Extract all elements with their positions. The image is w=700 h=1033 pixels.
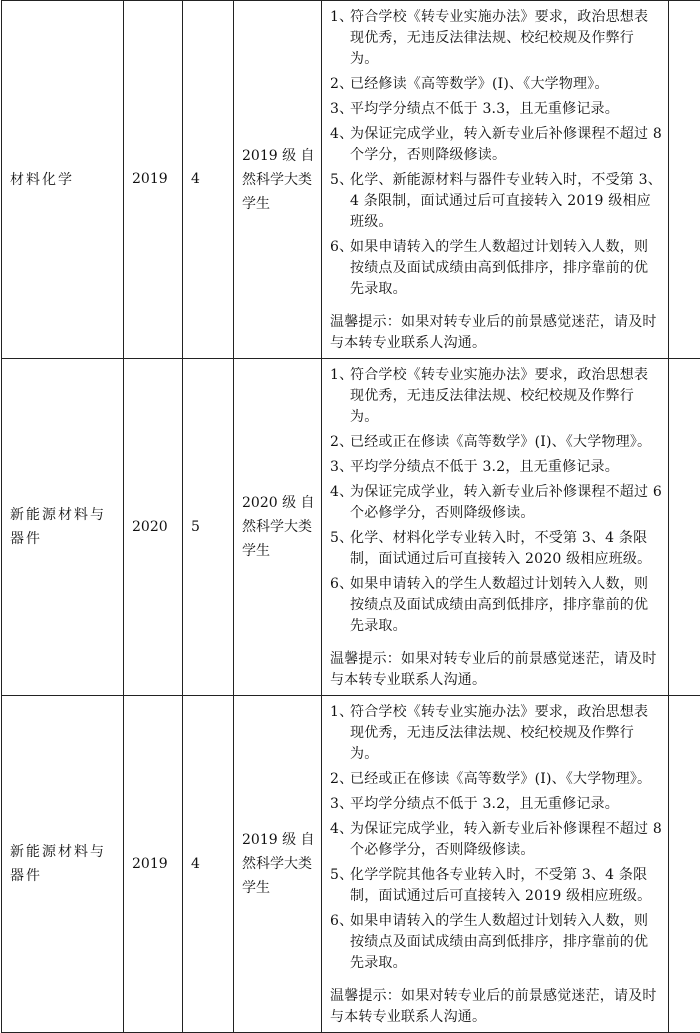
requirement-text: 已经或正在修读《高等数学》(Ⅰ)、《大学物理》。: [350, 434, 651, 450]
table-row: [2, 359, 700, 696]
requirement-text: 符合学校《转专业实施办法》要求，政治思想表现优秀，无违反法律法规、校纪校规及作弊行为。: [350, 704, 648, 762]
list-item: [330, 574, 662, 637]
requirement-text: 符合学校《转专业实施办法》要求，政治思想表现优秀，无违反法律法规、校纪校规及作弊行为。: [350, 367, 648, 425]
list-item: [330, 769, 662, 790]
requirements-list: [330, 7, 662, 300]
requirement-number: 2、: [330, 432, 353, 453]
year-cell: [124, 696, 183, 1033]
requirement-text: 为保证完成学业，转入新专业后补修课程不超过 8 个必修学分，否则降级修读。: [350, 821, 662, 858]
tip-text: 温馨提示：如果对转专业后的前景感觉迷茫，请及时与本转专业联系人沟通。: [330, 649, 662, 691]
target-cell: [234, 696, 322, 1033]
target-cell: [234, 1, 322, 359]
major-cell: [2, 359, 124, 696]
list-item: [330, 865, 662, 907]
quota-cell: [183, 1, 234, 359]
transfer-quota: 4: [191, 171, 200, 187]
major-name: 新能源材料与器件: [10, 840, 117, 888]
list-item: [330, 482, 662, 524]
requirement-number: 5、: [330, 170, 353, 191]
tip-text: 温馨提示：如果对转专业后的前景感觉迷茫，请及时与本转专业联系人沟通。: [330, 986, 662, 1028]
empty-cell: [669, 359, 700, 696]
tip-text: 温馨提示：如果对转专业后的前景感觉迷茫，请及时与本转专业联系人沟通。: [330, 312, 662, 354]
list-item: [330, 237, 662, 300]
quota-cell: [183, 359, 234, 696]
requirement-text: 平均学分绩点不低于 3.2，且无重修记录。: [350, 796, 619, 812]
requirement-text: 已经或正在修读《高等数学》(Ⅰ)、《大学物理》。: [350, 771, 651, 787]
major-name: 新能源材料与器件: [10, 503, 117, 551]
list-item: [330, 457, 662, 478]
enrollment-year: 2019: [132, 856, 168, 872]
requirement-number: 5、: [330, 865, 353, 886]
list-item: [330, 528, 662, 570]
requirement-text: 如果申请转入的学生人数超过计划转入人数，则按绩点及面试成绩由高到低排序，排序靠前的优先录取。: [350, 239, 648, 297]
requirement-number: 3、: [330, 457, 353, 478]
transfer-quota: 4: [191, 856, 200, 872]
empty-cell: [669, 696, 700, 1033]
list-item: [330, 432, 662, 453]
list-item: [330, 99, 662, 120]
requirement-number: 1、: [330, 365, 353, 386]
requirement-text: 化学、新能源材料与器件专业转入时，不受第 3、4 条限制，面试通过后可直接转入 2019 级相应班级。: [350, 172, 662, 230]
major-name: 材料化学: [10, 168, 117, 192]
target-cell: [234, 359, 322, 696]
target-students: 2019 级 自然科学大类学生: [242, 144, 317, 216]
requirement-number: 1、: [330, 702, 353, 723]
requirement-text: 符合学校《转专业实施办法》要求，政治思想表现优秀，无违反法律法规、校纪校规及作弊行为。: [350, 9, 648, 67]
transfer-requirements-table: [1, 0, 700, 1033]
enrollment-year: 2019: [132, 171, 168, 187]
requirement-text: 化学学院其他各专业转入时，不受第 3、4 条限制，面试通过后可直接转入 2019 级相应班级。: [350, 867, 651, 904]
requirement-number: 6、: [330, 911, 353, 932]
major-cell: [2, 1, 124, 359]
requirement-number: 6、: [330, 237, 353, 258]
requirement-text: 如果申请转入的学生人数超过计划转入人数，则按绩点及面试成绩由高到低排序，排序靠前的优先录取。: [350, 576, 648, 634]
year-cell: [124, 359, 183, 696]
major-cell: [2, 696, 124, 1033]
requirements-cell: [322, 1, 669, 359]
table-row: [2, 1, 700, 359]
requirement-number: 4、: [330, 482, 353, 503]
list-item: [330, 911, 662, 974]
requirement-number: 3、: [330, 794, 353, 815]
requirement-text: 如果申请转入的学生人数超过计划转入人数，则按绩点及面试成绩由高到低排序，排序靠前的优先录取。: [350, 913, 648, 971]
requirement-text: 平均学分绩点不低于 3.3，且无重修记录。: [350, 101, 619, 117]
list-item: [330, 365, 662, 428]
requirements-cell: [322, 359, 669, 696]
enrollment-year: 2020: [132, 519, 168, 535]
requirement-text: 平均学分绩点不低于 3.2，且无重修记录。: [350, 459, 619, 475]
list-item: [330, 74, 662, 95]
list-item: [330, 124, 662, 166]
requirement-text: 化学、材料化学专业转入时，不受第 3、4 条限制，面试通过后可直接转入 2020 级相应班级。: [350, 530, 651, 567]
target-students: 2020 级 自然科学大类学生: [242, 491, 317, 563]
requirements-list: [330, 702, 662, 974]
requirement-number: 3、: [330, 99, 353, 120]
requirement-number: 2、: [330, 74, 353, 95]
quota-cell: [183, 696, 234, 1033]
transfer-quota: 5: [191, 519, 200, 535]
requirement-text: 为保证完成学业，转入新专业后补修课程不超过 6 个必修学分，否则降级修读。: [350, 484, 662, 521]
list-item: [330, 7, 662, 70]
table-row: [2, 696, 700, 1033]
list-item: [330, 170, 662, 233]
requirement-number: 1、: [330, 7, 353, 28]
list-item: [330, 702, 662, 765]
requirement-number: 4、: [330, 819, 353, 840]
empty-cell: [669, 1, 700, 359]
requirements-list: [330, 365, 662, 637]
requirement-number: 4、: [330, 124, 353, 145]
list-item: [330, 794, 662, 815]
list-item: [330, 819, 662, 861]
requirement-text: 已经修读《高等数学》(Ⅰ)、《大学物理》。: [350, 76, 609, 92]
target-students: 2019 级 自然科学大类学生: [242, 828, 317, 900]
requirements-cell: [322, 696, 669, 1033]
requirement-text: 为保证完成学业，转入新专业后补修课程不超过 8 个学分，否则降级修读。: [350, 126, 662, 163]
year-cell: [124, 1, 183, 359]
requirement-number: 6、: [330, 574, 353, 595]
requirement-number: 5、: [330, 528, 353, 549]
requirement-number: 2、: [330, 769, 353, 790]
